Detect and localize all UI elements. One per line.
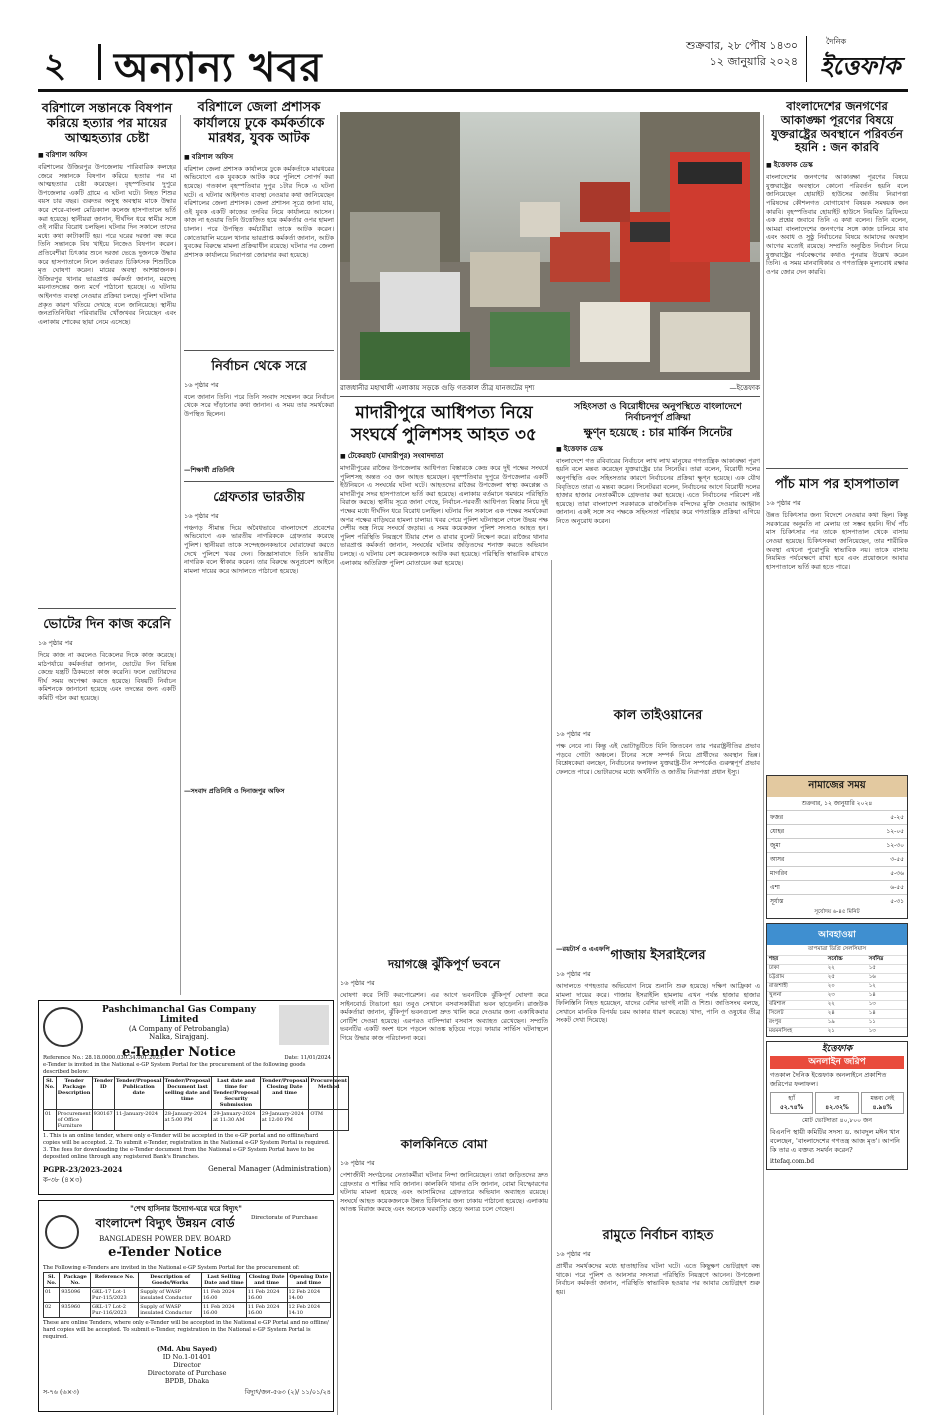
tender-cell: 11 Feb 2024 16:00 xyxy=(246,1288,287,1303)
headline: ভোটের দিন কাজ করেনি xyxy=(43,617,171,632)
continued-from: ১৬ পৃষ্ঠার পর xyxy=(556,730,591,738)
continued-from: ১৬ পৃষ্ঠার পর xyxy=(556,970,591,978)
continued-from: ১৬ পৃষ্ঠার পর xyxy=(184,380,219,389)
weather-cell: ময়মনসিংহ xyxy=(767,1028,826,1037)
masthead xyxy=(38,30,908,92)
weather-row xyxy=(767,1019,907,1028)
poll-option-label: মন্তব্য নেই xyxy=(870,1095,895,1103)
traffic-photo xyxy=(340,112,760,380)
poll-option-label: হ্যাঁ xyxy=(788,1095,795,1103)
tender-cell: 930167 xyxy=(92,1110,114,1131)
prayer-name: সূর্যাস্ত xyxy=(767,895,837,909)
byline: ■ ইত্তেফাক ডেস্ক xyxy=(766,159,908,171)
tender-row xyxy=(44,1303,331,1318)
poll-option xyxy=(861,1092,904,1114)
continued-from: ১৬ পৃষ্ঠার পর xyxy=(184,511,219,520)
prayer-row xyxy=(767,811,907,825)
tender-cell: 29-January-2024 at 11:30 AM xyxy=(212,1110,261,1131)
kicker: সহিংসতা ও বিরোধীদের অনুপস্থিতে বাংলাদেশে নির্বাচনপূর্ণ প্রক্রিয়া xyxy=(574,402,742,423)
prayer-title: নামাজের সময় xyxy=(767,776,907,797)
byline: ■ ইত্তেফাক ডেস্ক xyxy=(556,443,760,455)
photo-credit: —ইত্তেফাক xyxy=(729,384,760,392)
column-4 xyxy=(766,100,908,1170)
prayer-table xyxy=(767,810,907,908)
tender-table xyxy=(43,1076,349,1131)
tender-cell: 935960 xyxy=(60,1303,91,1318)
ad-date: Date: 11/01/2024 xyxy=(284,1055,331,1061)
article-body: বাংলাদেশের জনগণের আকাঙ্ক্ষা পূরণের বিষয়ে যুক্তরাষ্ট্রের অবস্থানে কোনো পরিবর্তন হয়নি বলে জানিয়েছেন হোয়াইট হাউসের জাতীয় নিরাপত্তা পরিষদের কৌশলগত যোগাযোগ বিষয়ক সমন্বয়ক জন কারবি। বৃহস্পতিবার হোয়াইট হাউসে নিয়মিত ব্রিফিংয়ে এক প্রশ্নের জবাবে তিনি এ কথা বলেন। তিনি বলেন, আমরা বাংলাদেশের জনগণের সঙ্গে কাজ চালিয়ে যাব এবং অবাধ ও সুষ্ঠু নির্বাচনের বিষয়ে আমাদের অবস্থান আগের মতোই রয়েছে। সম্প্রতি অনুষ্ঠিত নির্বাচন নিয়ে যুক্তরাষ্ট্রের পর্যবেক্ষণের কথাও পুনরায় উল্লেখ করেন তিনি। এ সময় মানবাধিকার ও গণতান্ত্রিক মূল্যবোধ রক্ষার ওপর জোর দেন কারবি। xyxy=(766,173,908,276)
ad-org-bn: বাংলাদেশ বিদ্যুৎ উন্নয়ন বোর্ড xyxy=(95,1216,235,1230)
masthead-date xyxy=(648,38,798,70)
weather-cell: ১৬ xyxy=(867,974,907,983)
continued-from: ১৬ পৃষ্ঠার পর xyxy=(766,499,801,508)
tender-cell: 28-January-2024 at 5:00 PM xyxy=(163,1110,212,1131)
weather-cell: ২০ xyxy=(826,983,867,992)
ad-org-sub: (A Company of Petrobangla) xyxy=(128,1025,230,1033)
weather-cell: রাজশাহী xyxy=(767,983,826,992)
tender-header: Description of Goods/Works xyxy=(139,1273,202,1288)
article-body: পেশাজীবী সংগঠনের নেতাকর্মীরা ঘটনার নিন্দা জানিয়েছেন। তারা জড়িতদের দ্রুত গ্রেফতার ও শাস্তির দাবি জানান। কালকিনি থানার ওসি জানান, বোমা বিস্ফোরণের ঘটনায় মামলা হয়েছে এবং আসামিদের গ্রেফতারে অভিযান অব্যাহত রয়েছে। সংঘর্ষে আহত কয়েকজনকে উন্নত চিকিৎসার জন্য ঢাকায় পাঠানো হয়েছে। এলাকায় আতঙ্ক বিরাজ করছে এবং অনেকে ঘরবাড়ি ছেড়ে অন্যত্র চলে গেছেন। xyxy=(340,1171,548,1214)
footnote: —সংবাদ প্রতিনিধি ও দিনাজপুর অফিস xyxy=(184,786,285,795)
pgcl-logo-icon xyxy=(43,1007,83,1047)
article-body: ঘোষণা করে সিটি করপোরেশন। এর আগে ভবনটিকে ঝুঁকিপূর্ণ ঘোষণা করে সাইনবোর্ড টাঙানো হয়। তবুও সেখানে বসবাসকারীরা ভবন ছাড়েননি। রাজউক কর্মকর্তারা জানান, ঝুঁকিপূর্ণ ভবনগুলো দ্রুত খালি করে দেওয়ার জন্য একাধিকবার নোটিশ দেওয়া হয়েছে। এরপরও বাসিন্দারা বসবাস অব্যাহত রেখেছেন। সম্প্রতি ভবনটির একটি অংশ ধসে পড়লে আতঙ্ক ছড়িয়ে পড়ে। ফায়ার সার্ভিস ঘটনাস্থলে গিয়ে উদ্ধার কাজ পরিচালনা করে। xyxy=(340,991,548,1042)
weather-row xyxy=(767,1001,907,1010)
prayer-name: যোহর xyxy=(767,825,837,839)
portrait-photo xyxy=(279,1005,329,1045)
footnote: —রয়টার্স ও এএফপি xyxy=(556,945,610,953)
divider xyxy=(766,468,908,469)
weather-cell: ২২ xyxy=(826,965,867,974)
prayer-row xyxy=(767,825,907,839)
poll-question: গতকাল দৈনিক ইত্তেফাক অনলাইনে প্রকাশিত জরিপের ফলাফল। xyxy=(770,1071,887,1089)
article-body: উন্নত চিকিৎসার জন্য বিদেশে নেওয়ার কথা ছিল। কিন্তু সরকারের অনুমতি না মেলায় তা সম্ভব হয়নি। দীর্ঘ পাঁচ মাস চিকিৎসার পর তাকে হাসপাতাল থেকে বাসায় নেওয়া হয়েছে। চিকিৎসকরা জানিয়েছেন, তার শারীরিক অবস্থা এখনো পুরোপুরি স্বাভাবিক নয়। তাকে বাসায় নিয়মিত পর্যবেক্ষণে রাখা হবে এবং প্রয়োজনে আবার হাসপাতালে ভর্তি করা হতে পারে। xyxy=(766,511,908,571)
weather-cell: ২২ xyxy=(826,1001,867,1010)
column-2 xyxy=(184,100,334,797)
ad-code: বিদ্যুৎ/জন-৫৬৩ (২)/ ১১/০১/২৪ xyxy=(244,1388,331,1396)
tender-cell: Supply of WASP insulated Conductor xyxy=(139,1303,202,1318)
prayer-date: শুক্রবার, ১২ জানুয়ারি ২০২৪ xyxy=(801,800,873,808)
weather-row xyxy=(767,974,907,983)
poll-next-question: বিএনপি স্থায়ী কমিটির সদস্য ড. আবদুল মঈন খান বলেছেন, 'বাংলাদেশের গণতন্ত্র আজ মৃত'। আপনি কি তার এ বক্তব্য সমর্থন করেন? xyxy=(770,1128,900,1155)
weather-cell: ২৫ xyxy=(826,974,867,983)
tender-cell: GKL-17 Lot-2 Pur-116/2023 xyxy=(91,1303,139,1318)
continued-from: ১৬ পৃষ্ঠার পর xyxy=(556,1250,591,1258)
column-1 xyxy=(38,100,176,761)
prayer-time: ৫-২৫ xyxy=(837,811,907,825)
taiwan-story xyxy=(556,700,760,955)
continued-from: ১৬ পৃষ্ঠার পর xyxy=(340,979,375,987)
tender-header: Closing Date and time xyxy=(246,1273,287,1288)
prayer-row xyxy=(767,867,907,881)
signer-id: ID No.1-01401 xyxy=(162,1353,212,1361)
weather-cell: ১১ xyxy=(867,1019,907,1028)
weather-cell: খুলনা xyxy=(767,992,826,1001)
weather-cell: সিলেট xyxy=(767,1010,826,1019)
poll-option xyxy=(770,1092,813,1114)
tender-cell: OTM xyxy=(309,1110,349,1131)
column-rule xyxy=(551,560,552,1410)
ad-code: PGPR-23/2023-2024 xyxy=(43,1165,123,1174)
weather-cell: ১৪ xyxy=(867,1010,907,1019)
weather-table xyxy=(767,955,907,1036)
tender-header: Tender/Proposal Document last selling date and time xyxy=(163,1077,212,1110)
prayer-row xyxy=(767,839,907,853)
signer-name: (Md. Abu Sayed) xyxy=(156,1345,218,1353)
article-body: বলে জানান তিনি। পরে তিনি সংবাদ সম্মেলন করে নির্বাচন থেকে সরে দাঁড়ানোর কথা জানান। এ সময় তার সমর্থকেরা উপস্থিত ছিলেন। xyxy=(184,392,334,418)
weather-box xyxy=(766,923,908,1037)
headline: পাঁচ মাস পর হাসপাতাল xyxy=(775,477,899,493)
weather-cell: ১৯ xyxy=(826,1019,867,1028)
weather-cell: ২৩ xyxy=(826,992,867,1001)
headline: গাজায় ইসরাইলের xyxy=(610,948,706,963)
prayer-row xyxy=(767,895,907,909)
prayer-name: ফজর xyxy=(767,811,837,825)
ad-org: Pashchimanchal Gas Company Limited xyxy=(101,1005,257,1025)
divider xyxy=(38,608,176,609)
weather-cell: ঢাকা xyxy=(767,965,826,974)
weather-cell: বরিশাল xyxy=(767,1001,826,1010)
tender-cell: Supply of WASP insulated Conductor xyxy=(139,1288,202,1303)
weather-row xyxy=(767,1028,907,1037)
poll-brand: ইত্তেফাক xyxy=(821,1044,853,1055)
prayer-row xyxy=(767,853,907,867)
tender-ad-pgcl xyxy=(38,1000,348,1195)
continued-from: ১৬ পৃষ্ঠার পর xyxy=(38,639,73,647)
ad-dept: Directorate of Purchase xyxy=(251,1215,318,1221)
tender-cell: GKL-17 Lot-1 Pur-115/2023 xyxy=(91,1288,139,1303)
weather-cell: ১২ xyxy=(867,983,907,992)
ad-ref-code: ক-৩৮ (৪×৩) xyxy=(43,1176,83,1184)
byline: ■ টেকেরহাট (মাদারীপুর) সংবাদদাতা xyxy=(340,450,548,462)
weather-header: শহর xyxy=(767,956,826,965)
prayer-time: ৫-৩৬ xyxy=(837,867,907,881)
tender-header: Last date and time for Tender/Proposal Security Submission xyxy=(213,1078,259,1108)
article-body: পক্ষ নেবে না। কিন্তু এই ভোটাভুটিতে যিনি জিতবেন তার পররাষ্ট্রনীতির প্রভাব পড়বে গোটা অঞ্চলে। চীনের সঙ্গে সম্পর্ক নিয়ে প্রার্থীদের অবস্থান ভিন্ন। বিশ্লেষকেরা বলছেন, নির্বাচনের ফলাফল যুক্তরাষ্ট্র-চীন সম্পর্কেও গুরুত্বপূর্ণ প্রভাব ফেলতে পারে। ভোটারদের মধ্যে অর্থনীতি ও জাতীয় নিরাপত্তা প্রধান ইস্যু। xyxy=(556,742,760,776)
column-rule xyxy=(180,115,181,995)
tender-cell: 12 Feb 2024 14:00 xyxy=(287,1288,330,1303)
divider xyxy=(184,350,334,351)
poll-total: মোট ভোটদাতা ৪০,৮০০ জন xyxy=(802,1117,872,1125)
tender-header: Tender/Proposal Closing Date and time xyxy=(260,1077,309,1110)
weather-cell: ১৫ xyxy=(867,965,907,974)
date-en: ১২ জানুয়ারি ২০২৪ xyxy=(709,55,798,68)
date-bn: শুক্রবার, ২৮ পৌষ ১৪৩০ xyxy=(685,39,798,52)
weather-header: সর্বোচ্চ xyxy=(826,956,867,965)
poll-option-value: ৪২.৩২% xyxy=(825,1104,849,1112)
ad-org-en: BANGLADESH POWER DEV. BOARD xyxy=(99,1235,231,1243)
divider xyxy=(340,396,760,397)
tender-header: Tender/Proposal Publication date xyxy=(114,1077,163,1110)
ad-signatory: General Manager (Administration) xyxy=(208,1165,331,1173)
weather-cell: ২১ xyxy=(826,1028,867,1037)
ad-title: e-Tender Notice xyxy=(122,1045,236,1060)
weather-header: সর্বনিম্ন xyxy=(867,956,907,965)
bpdb-logo-icon xyxy=(45,1215,79,1249)
headline: নির্বাচন থেকে সরে xyxy=(211,358,307,374)
weather-cell: চট্টগ্রাম xyxy=(767,974,826,983)
tender-cell: 11-January-2024 xyxy=(114,1110,163,1131)
poll-option-value: ৫২.৭৪% xyxy=(779,1104,804,1112)
tender-header: Sl. No. xyxy=(44,1273,60,1288)
column-rule xyxy=(337,115,338,1415)
prayer-name: জুমা xyxy=(767,839,837,853)
logo-small: দৈনিক xyxy=(826,37,847,46)
logo-big: ইত্তেফাক xyxy=(820,51,901,80)
headline: বরিশালে সন্তানকে বিষপান করিয়ে হত্যার পর মায়ের আত্মহত্যার চেষ্টা xyxy=(41,100,173,145)
headline: গ্রেফতার ভারতীয় xyxy=(213,489,305,505)
signer-org: BPDB, Dhaka xyxy=(164,1377,210,1385)
article-body: আদালতে গণহত্যার অভিযোগ নিয়ে শুনানি শুরু হয়েছে। দক্ষিণ আফ্রিকা এ মামলা দায়ের করে। গাজায় ইসরাইলি হামলায় এখন পর্যন্ত হাজার হাজার ফিলিস্তিনি নিহত হয়েছেন, যাদের বেশির ভাগই নারী ও শিশু। জাতিসংঘ বলছে, সেখানে মানবিক বিপর্যয় চরম আকার ধারণ করেছে। খাদ্য, পানি ও ওষুধের তীব্র সংকট দেখা দিয়েছে। xyxy=(556,982,760,1025)
headline: বাংলাদেশের জনগণের আকাঙ্ক্ষা পূরণের বিষয়ে যুক্তরাষ্ট্রের অবস্থানে পরিবর্তন হয়নি : জন কারবি xyxy=(771,99,903,155)
prayer-time: ১২-৩০ xyxy=(837,839,907,853)
ad-intro: e-Tender is invited in the National e-GP System Portal for the procurement of the following goods described below: xyxy=(43,1062,306,1075)
ad-ref: Reference No.: 28.18.0000.030.34.001.2023- xyxy=(43,1055,165,1061)
prayer-name: আসর xyxy=(767,853,837,867)
signer-dept: Directorate of Purchase xyxy=(147,1369,227,1377)
byline: ■ বরিশাল অফিস xyxy=(38,149,176,161)
article-body: পঞ্চগড় সীমান্ত দিয়ে অবৈধভাবে বাংলাদেশে প্রবেশের অভিযোগে এক ভারতীয় নাগরিককে গ্রেফতার করেছে পুলিশ। স্থানীয়রা তাকে সন্দেহজনকভাবে ঘোরাফেরা করতে দেখে পুলিশে খবর দেন। জিজ্ঞাসাবাদে তিনি ভারতীয় নাগরিক বলে স্বীকার করেন। তার বিরুদ্ধে অনুপ্রবেশ আইনে মামলা দায়ের করে আদালতে পাঠানো হয়েছে। xyxy=(184,523,334,575)
ad-org-addr: Nalka, Sirajganj. xyxy=(149,1033,209,1041)
article-body: বরিশালের উজিরপুর উপজেলায় পারিবারিক কলহের জেরে সন্তানকে বিষপান করিয়ে হত্যার পর মা আত্মহত্যার চেষ্টা করেছেন। বৃহস্পতিবার দুপুরে উপজেলার একটি গ্রামে এ ঘটনা ঘটে। নিহত শিশুর বয়স চার বছর। গুরুতর অসুস্থ অবস্থায় মাকে উদ্ধার করে শেরে-বাংলা মেডিক্যাল কলেজ হাসপাতালে ভর্তি করা হয়েছে। স্থানীয়রা জানান, দীর্ঘদিন ধরে স্বামীর সঙ্গে ওই নারীর বিরোধ চলছিল। ঘটনার দিন সকালে তাদের মধ্যে কথা কাটাকাটি হয়। পরে ঘরের দরজা বন্ধ করে তিনি সন্তানকে বিষ খাইয়ে নিজেও বিষপান করেন। প্রতিবেশীরা চিৎকার শুনে দরজা ভেঙে দুজনকে উদ্ধার করে হাসপাতালে নিলে কর্তব্যরত চিকিৎসক শিশুটিকে মৃত ঘোষণা করেন। মায়ের অবস্থা আশঙ্কাজনক। উজিরপুর থানার ভারপ্রাপ্ত কর্মকর্তা জানান, মরদেহ ময়নাতদন্তের জন্য মর্গে পাঠানো হয়েছে। এ ঘটনায় আইনগত ব্যবস্থা নেওয়ার প্রক্রিয়া চলছে। পুলিশ ঘটনার প্রকৃত কারণ খতিয়ে দেখছে বলে জানিয়েছে। স্থানীয় জনপ্রতিনিধিরা পরিবারটির খোঁজখবর নিয়েছেন এবং এলাকায় শোকের ছায়া নেমে এসেছে। xyxy=(38,163,176,326)
tender-cell: 11 Feb 2024 16:00 xyxy=(201,1288,246,1303)
headline: কাল তাইওয়ানের xyxy=(613,708,703,723)
story-dayaganj xyxy=(340,950,548,1141)
tender-header: Sl. No. xyxy=(44,1077,57,1110)
tender-header: Opening Date and time xyxy=(287,1273,330,1288)
article-body: বরিশাল জেলা প্রশাসক কার্যালয়ে ঢুকে কর্মকর্তাকে মারধরের অভিযোগে এক যুবককে আটক করে পুলিশে সোপর্দ করা হয়েছে। গতকাল বৃহস্পতিবার দুপুর ১টার দিকে এ ঘটনা ঘটে। এ ঘটনার আইনগত ব্যবস্থা নেওয়ার কথা জানিয়েছেন বরিশালের জেলা প্রশাসক। জেলা প্রশাসন সূত্রে জানা যায়, ওই যুবক একটি কাজের তদবির নিয়ে কার্যালয়ে আসেন। কাজ না হওয়ায় তিনি উত্তেজিত হয়ে কর্মকর্তার ওপর হামলা চালান। পরে উপস্থিত কর্মচারীরা তাকে আটক করেন। কোতোয়ালি মডেল থানার ভারপ্রাপ্ত কর্মকর্তা জানান, আটক যুবকের বিরুদ্ধে মামলা প্রক্রিয়াধীন রয়েছে। ঘটনার পর জেলা প্রশাসক কার্যালয়ে নিরাপত্তা জোরদার করা হয়েছে। xyxy=(184,164,334,259)
gaza-story xyxy=(556,940,760,1232)
poll-option-value: ৪.৯৪% xyxy=(872,1104,893,1112)
headline: মাদারীপুরে আধিপত্য নিয়ে সংঘর্ষে পুলিশসহ আহত ৩৫ xyxy=(351,403,537,445)
prayer-name: মাগরিব xyxy=(767,867,837,881)
tender-cell: 01 xyxy=(44,1110,57,1131)
ad-ref-code: স-৭৬ (৬×৩) xyxy=(43,1388,79,1396)
page-number: ২ xyxy=(44,46,67,86)
caption-text: রাজধানীর মহাখালী এলাকায় সড়কে গুড়ি গতকাল তীব্র যানজটের দৃশ্য xyxy=(340,384,535,392)
senators-story xyxy=(556,402,760,707)
ad-slogan: "শেখ হাসিনার উদ্যোগ-ঘরে ঘরে বিদ্যুৎ" xyxy=(130,1204,242,1213)
weather-row xyxy=(767,965,907,974)
weather-row xyxy=(767,992,907,1001)
poll-title: অনলাইন জরিপ xyxy=(770,1056,904,1069)
tender-cell: 01 xyxy=(44,1288,60,1303)
article-body: বাংলাদেশে গত রবিবারের নির্বাচনে লাখ লাখ মানুষের গণতান্ত্রিক আকাঙ্ক্ষা পূরণ হয়নি বলে মন্তব্য করেছেন যুক্তরাষ্ট্রের চার সিনেটর। তারা বলেন, বিরোধী দলের অনুপস্থিতি এবং সহিংসতার কারণে নির্বাচনের প্রক্রিয়া ক্ষুণ্ন হয়েছে। এক যৌথ বিবৃতিতে তারা এ মন্তব্য করেন। সিনেটররা বলেন, নির্বাচনের আগে বিরোধী দলের হাজার হাজার নেতাকর্মীকে গ্রেফতার করা হয়েছে। এতে নির্বাচনের পরিবেশ নষ্ট হয়েছে। তারা বাংলাদেশ সরকারকে রাজনৈতিক বন্দিদের মুক্তি দেওয়ার আহ্বান জানান। একই সঙ্গে সব পক্ষকে সহিংসতা পরিহার করে গণতান্ত্রিক প্রক্রিয়া এগিয়ে নিতে অনুরোধ করেন। xyxy=(556,456,760,525)
tender-cell: 02 xyxy=(44,1303,60,1318)
column-rule xyxy=(763,115,764,1415)
weather-row xyxy=(767,1010,907,1019)
article-body: দিয়ে কাজ না করলেও বিকেলের দিকে কাজ করেছে। মাঠপর্যায়ে কর্মকর্তারা জানান, ভোটের দিন বিভিন্ন কেন্দ্রে যন্ত্রটি ঠিকমতো কাজ করেনি। ফলে ভোটারদের দীর্ঘ সময় অপেক্ষা করতে হয়েছে। বিষয়টি নির্বাচন কমিশনকে জানানো হয়েছে এবং তদন্তের জন্য একটি কমিটি গঠন করা হয়েছে। xyxy=(38,651,176,702)
traffic-jam-image xyxy=(340,112,760,380)
headline: কালকিনিতে বোমা xyxy=(400,1137,488,1151)
ramu-story xyxy=(556,1220,760,1422)
weather-title: আবহাওয়া xyxy=(767,924,907,945)
lead-story xyxy=(340,402,548,904)
weather-subtitle: তাপমাত্রা ডিগ্রি সেলসিয়াস xyxy=(807,946,867,953)
ad-notes: These are online Tenders, where only e-Tender will be accepted in the National e-GP Portal and no offline/ hard copies will be accepted. To submit e-Tender, registration in the National e-GP System Portal is required. xyxy=(43,1320,329,1340)
article-body: প্রার্থীর সমর্থকদের মধ্যে হাতাহাতির ঘটনা ঘটে। এতে কিছুক্ষণ ভোটগ্রহণ বন্ধ থাকে। পরে পুলিশ ও আনসার সদস্যরা পরিস্থিতি নিয়ন্ত্রণে আনেন। উপজেলা নির্বাচন কর্মকর্তা জানান, পরিস্থিতি স্বাভাবিক হওয়ার পর আবার ভোটগ্রহণ শুরু হয়। xyxy=(556,1262,760,1296)
masthead-vdivider xyxy=(806,36,807,82)
poll-url[interactable]: ittefaq.com.bd xyxy=(770,1158,815,1166)
online-poll-box xyxy=(766,1041,908,1170)
tender-cell: 12 Feb 2024 14:10 xyxy=(287,1303,330,1318)
weather-cell: ২৪ xyxy=(826,1010,867,1019)
tender-table xyxy=(43,1272,331,1318)
weather-cell: ১৪ xyxy=(867,992,907,1001)
tender-ad-bpdb xyxy=(38,1200,334,1412)
weather-cell: রংপুর xyxy=(767,1019,826,1028)
tender-row xyxy=(44,1288,331,1303)
tender-header: Package No. xyxy=(60,1273,91,1288)
photo-caption xyxy=(340,382,760,394)
headline: রামুতে নির্বাচন ব্যাহত xyxy=(602,1228,714,1243)
story-kalkini xyxy=(340,1130,548,1421)
newspaper-logo xyxy=(816,34,908,84)
footnote: —শিক্ষার্থী প্রতিনিধি xyxy=(184,465,235,474)
tender-cell: 29-January-2024 at 12:00 PM xyxy=(260,1110,309,1131)
prayer-time: ৬-৫৫ xyxy=(837,881,907,895)
poll-option-label: না xyxy=(834,1095,840,1103)
tender-header: Last Selling Date and time xyxy=(201,1273,246,1288)
headline: ক্ষুণ্ন হয়েছে : চার মার্কিন সিনেটর xyxy=(583,425,733,439)
divider xyxy=(184,481,334,482)
weather-header-row xyxy=(767,956,907,965)
signer-title: Director xyxy=(173,1361,201,1369)
tender-header: Procurement Method xyxy=(309,1077,349,1110)
ad-intro: The Following e-Tenders are invited in the National e-GP System Portal for the procurement of: xyxy=(43,1265,300,1271)
tender-header: Tender ID xyxy=(92,1077,114,1110)
prayer-time: ৩-৫৫ xyxy=(837,853,907,867)
headline: বরিশালে জেলা প্রশাসক কার্যালয়ে ঢুকে কর্মকর্তাকে মারধর, যুবক আটক xyxy=(193,100,325,147)
headline: দয়াগঞ্জে ঝুঁকিপূর্ণ ভবনে xyxy=(387,957,501,971)
tender-cell: 935096 xyxy=(60,1288,91,1303)
tender-cell: Procurement of Office Furniture xyxy=(57,1111,91,1129)
poll-options xyxy=(770,1092,904,1114)
masthead-divider xyxy=(98,44,101,80)
prayer-time: ১২-০৫ xyxy=(837,825,907,839)
weather-row xyxy=(767,983,907,992)
tender-cell: 11 Feb 2024 16:00 xyxy=(246,1303,287,1318)
article-body: মাদারীপুরের রাজৈর উপজেলায় আধিপত্য বিস্তারকে কেন্দ্র করে দুই পক্ষের সংঘর্ষে পুলিশসহ অন্তত ৩৫ জন আহত হয়েছেন। বৃহস্পতিবার দুপুরে উপজেলার একটি ইউনিয়নে এ সংঘর্ষের ঘটনা ঘটে। আহতদের রাজৈর উপজেলা স্বাস্থ্য কমপ্লেক্স ও মাদারীপুর সদর হাসপাতালে ভর্তি করা হয়েছে। এলাকায় বর্তমানে থমথমে পরিস্থিতি বিরাজ করছে। স্থানীয় সূত্রে জানা গেছে, নির্বাচন-পরবর্তী আধিপত্য বিস্তার নিয়ে দুই পক্ষের মধ্যে দীর্ঘদিন ধরে বিরোধ চলছিল। ঘটনার দিন সকালে এক পক্ষের সমর্থকেরা অপর পক্ষের বাড়িঘরে হামলা চালায়। খবর পেয়ে পুলিশ ঘটনাস্থলে গেলে উভয় পক্ষ দেশীয় অস্ত্র নিয়ে সংঘর্ষে জড়ায়। এ সময় কয়েকজন পুলিশ সদস্যও আহত হন। পুলিশ পরিস্থিতি নিয়ন্ত্রণে টিয়ার শেল ও রাবার বুলেট নিক্ষেপ করে। রাজৈর থানার ভারপ্রাপ্ত কর্মকর্তা জানান, সংঘর্ষের ঘটনায় জড়িতদের শনাক্ত করতে অভিযান চলছে। এ ঘটনায় বেশ কয়েকজনকে আটক করা হয়েছে। পরিস্থিতি স্বাভাবিক রাখতে এলাকায় অতিরিক্ত পুলিশ মোতায়েন করা হয়েছে। xyxy=(340,464,548,567)
section-title: অন্যান্য খবর xyxy=(114,44,323,91)
tender-header: Reference No. xyxy=(91,1273,139,1288)
prayer-name: এশা xyxy=(767,881,837,895)
continued-from: ১৬ পৃষ্ঠার পর xyxy=(340,1159,375,1167)
ad-notes: 1. This is an online tender, where only e-Tender will be accepted in the e-GP portal and no offline/hard copies will be accepted. 2. To submit e-Tender, registration in the National e-GP System Portal is required. 3. The fees for downloading the e-Tender document from the National e-GP System Portal have to be deposited online through any registered Bank's Branches. xyxy=(43,1133,330,1160)
tender-cell: 11 Feb 2024 16:00 xyxy=(201,1303,246,1318)
weather-cell: ১৩ xyxy=(867,1001,907,1010)
poll-option xyxy=(815,1092,858,1114)
byline: ■ বরিশাল অফিস xyxy=(184,151,334,163)
tender-header: Tender Package Description xyxy=(56,1077,92,1110)
sunrise-note: সূর্যোদয় ৬-৪৫ মিনিট xyxy=(814,909,860,916)
prayer-time: ৫-৩১ xyxy=(837,895,907,909)
prayer-times-box xyxy=(766,775,908,919)
weather-cell: ১৩ xyxy=(867,1028,907,1037)
prayer-row xyxy=(767,881,907,895)
ad-title: e-Tender Notice xyxy=(108,1245,222,1260)
